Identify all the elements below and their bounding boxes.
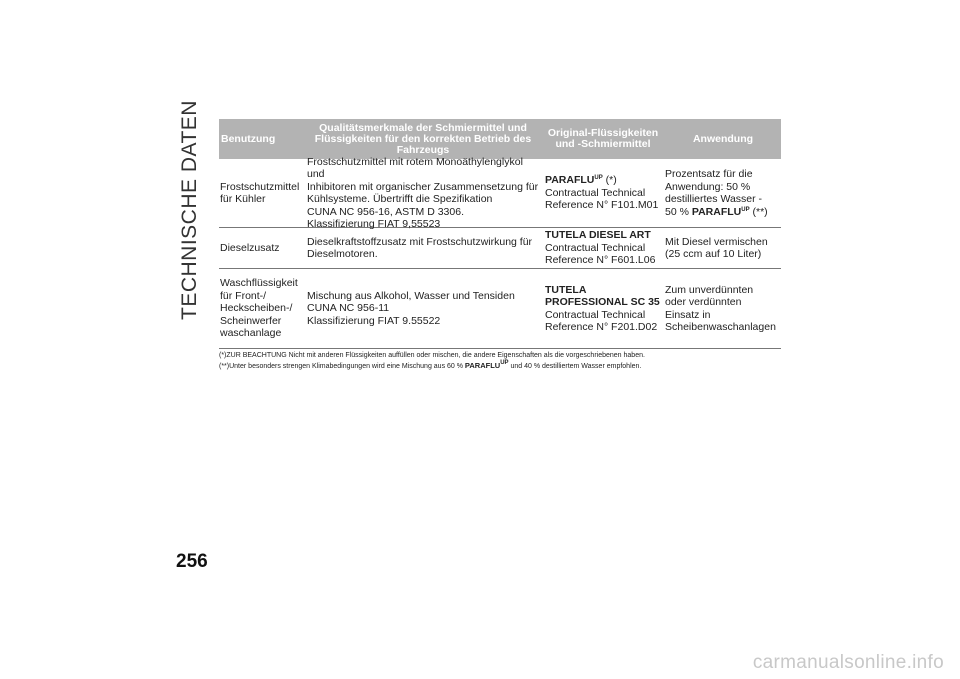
product-superscript: UP <box>594 175 603 182</box>
cell-text: für Kühler <box>220 193 266 205</box>
table-row <box>219 228 781 269</box>
cell-application <box>665 228 781 268</box>
cell-product <box>541 269 665 348</box>
cell-text: Klassifizierung FIAT 9,55523 <box>307 218 441 230</box>
cell-product <box>541 159 665 227</box>
section-side-title-text: TECHNISCHE DATEN <box>178 100 201 320</box>
cell-text: für Front-/ <box>220 289 267 302</box>
cell-text: waschanlage <box>220 327 282 340</box>
cell-text: Contractual Technical <box>545 308 646 321</box>
cell-text: Prozentsatz für die <box>665 168 753 180</box>
product-name: TUTELA DIESEL ART <box>545 229 651 242</box>
cell-quality <box>305 155 541 230</box>
product-note: (**) <box>749 205 768 218</box>
product-name: PARAFLU <box>691 205 742 218</box>
cell-text: oder verdünnten <box>665 296 742 308</box>
cell-application <box>665 269 781 348</box>
cell-text: Zum unverdünnten <box>665 283 754 296</box>
header-application: Anwendung <box>692 132 754 145</box>
cell-text: Einsatz in <box>665 308 711 321</box>
cell-text: Frostschutzmittel <box>220 180 300 193</box>
cell-text: Dieselzusatz <box>220 241 280 254</box>
lubricants-table <box>219 119 781 372</box>
product-superscript: UP <box>741 206 750 213</box>
product-note: (*) <box>602 174 617 187</box>
product-name: TUTELA <box>545 283 587 296</box>
cell-application <box>665 159 781 227</box>
cell-text: Klassifizierung FIAT 9.55522 <box>307 314 441 327</box>
header-quality: Qualitätsmerkmale der Schmiermittel und Flüssigkeiten für den korrekten Betrieb des Fahrzeugs <box>314 121 532 156</box>
cell-text: (25 ccm auf 10 Liter) <box>665 248 762 260</box>
table-row <box>219 269 781 349</box>
cell-text: destilliertes Wasser - <box>665 193 763 205</box>
cell-text: Reference N° F101.M01 <box>545 199 659 212</box>
cell-text: Frostschutzmittel mit rotem Monoäthylenglykol und <box>307 155 523 180</box>
footnote-2 <box>219 361 781 372</box>
cell-product <box>541 228 665 268</box>
cell-usage <box>219 269 305 348</box>
footnote-text: (**)Unter besonders strengen Klimabedingungen wird eine Mischung aus 60 % <box>219 363 465 370</box>
header-usage: Benutzung <box>221 132 276 145</box>
cell-text: Anwendung: 50 % <box>665 180 751 193</box>
product-name: PARAFLU <box>464 361 501 370</box>
cell-text: Scheinwerfer <box>220 314 282 327</box>
cell-quality <box>305 228 541 268</box>
cell-text: Dieselmotoren. <box>307 248 378 260</box>
cell-text: Reference N° F601.L06 <box>545 254 656 267</box>
cell-usage <box>219 228 305 268</box>
cell-text: Waschflüssigkeit <box>220 277 298 290</box>
cell-text: Contractual Technical <box>545 241 646 254</box>
product-name: PARAFLU <box>545 174 595 187</box>
cell-text: Mit Diesel vermischen <box>665 235 768 248</box>
footnote-text: und 40 % destilliertem Wasser empfohlen. <box>508 363 642 370</box>
product-line <box>545 174 663 187</box>
page-number: 256 <box>176 551 208 572</box>
cell-text: 50 % <box>665 205 692 218</box>
cell-text: Mischung aus Alkohol, Wasser und Tensiden <box>307 289 515 302</box>
watermark: carmanualsonline.info <box>752 652 944 673</box>
cell-text: Scheibenwaschanlagen <box>665 321 776 333</box>
footnote-1: (*)ZUR BEACHTUNG Nicht mit anderen Flüssigkeiten auffüllen oder mischen, die andere Eigenschaften als die vorgeschriebenen haben. <box>219 352 645 359</box>
cell-quality <box>305 269 541 348</box>
cell-text: Heckscheiben-/ <box>220 302 293 315</box>
cell-text: Inhibitoren mit organischer Zusammensetzung für <box>307 180 539 193</box>
section-side-title <box>176 100 202 320</box>
product-superscript: UP <box>500 360 509 366</box>
cell-text: Reference N° F201.D02 <box>545 321 658 333</box>
cell-text: Dieselkraftstoffzusatz mit Frostschutzwirkung für <box>307 235 533 248</box>
product-name: PROFESSIONAL SC 35 <box>545 296 660 308</box>
table-footnotes <box>219 351 781 372</box>
cell-text: CUNA NC 956-16, ASTM D 3306. <box>307 205 464 218</box>
header-original-fluids: Original-Flüssigkeiten und -Schmiermittel <box>547 127 659 150</box>
cell-text: Kühlsysteme. Übertrifft die Spezifikation <box>307 193 493 205</box>
cell-text: Contractual Technical <box>545 186 646 199</box>
table-row <box>219 155 781 230</box>
cell-text: CUNA NC 956-11 <box>307 302 390 315</box>
table-header <box>219 119 781 159</box>
cell-usage <box>219 159 305 227</box>
application-tail <box>665 206 779 219</box>
